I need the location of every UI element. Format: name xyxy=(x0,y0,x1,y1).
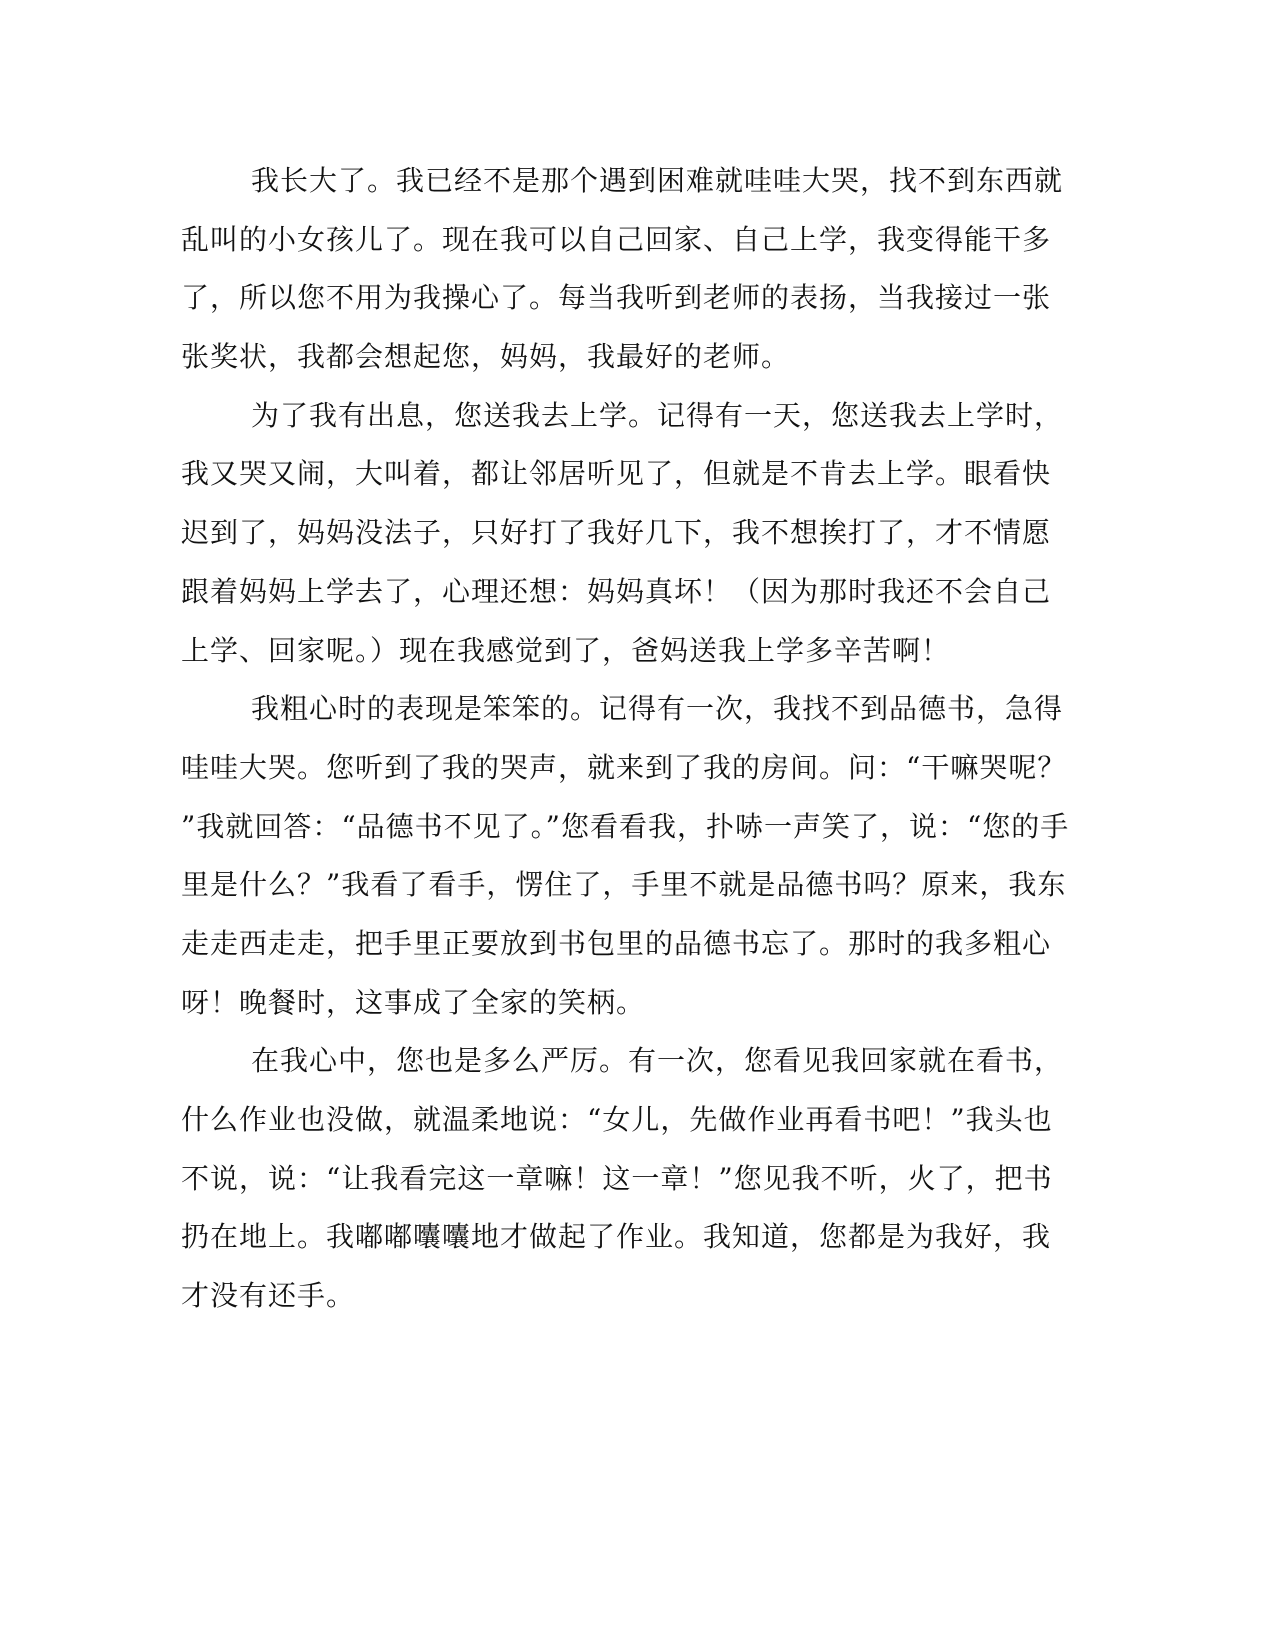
text-line: 我长大了。我已经不是那个遇到困难就哇哇大哭，找不到东西就 xyxy=(251,164,1064,197)
text-line: 迟到了，妈妈没法子，只好打了我好几下，我不想挨打了，才不情愿 xyxy=(181,516,1052,550)
text-line: 哇哇大哭。您听到了我的哭声，就来到了我的房间。问：“干嘛哭呢？ xyxy=(181,750,1067,784)
paragraph-4 xyxy=(181,1032,1101,1325)
text-line: ”我就回答：“品德书不见了。”您看看我，扑哧一声笑了，说：“您的手 xyxy=(181,809,1070,843)
text-line: 跟着妈妈上学去了，心理还想：妈妈真坏！（因为那时我还不会自己 xyxy=(181,574,1052,608)
paragraph-3 xyxy=(181,680,1101,1032)
text-line: 在我心中，您也是多么严厉。有一次，您看见我回家就在看书， xyxy=(251,1044,1064,1078)
text-line: 张奖状，我都会想起您，妈妈，我最好的老师。 xyxy=(181,340,791,374)
paragraph-2 xyxy=(181,387,1101,680)
text-line: 里是什么？”我看了看手，愣住了，手里不就是品德书吗？原来，我东 xyxy=(181,868,1067,902)
text-line: 乱叫的小女孩儿了。现在我可以自己回家、自己上学，我变得能干多 xyxy=(181,222,1052,256)
text-line: 我又哭又闹，大叫着，都让邻居听见了，但就是不肯去上学。眼看快 xyxy=(181,457,1052,491)
essay-body xyxy=(181,152,1101,1326)
paragraph-1 xyxy=(181,152,1101,387)
text-line: 才没有还手。 xyxy=(181,1279,356,1313)
text-line: 我粗心时的表现是笨笨的。记得有一次，我找不到品德书，急得 xyxy=(251,692,1064,726)
text-line: 扔在地上。我嘟嘟囔囔地才做起了作业。我知道，您都是为我好，我 xyxy=(181,1220,1052,1254)
text-line: 上学、回家呢。）现在我感觉到了，爸妈送我上学多辛苦啊！ xyxy=(181,633,951,667)
text-line: 呀！晚餐时，这事成了全家的笑柄。 xyxy=(181,985,646,1019)
text-line: 走走西走走，把手里正要放到书包里的品德书忘了。那时的我多粗心 xyxy=(181,926,1052,960)
text-line: 不说，说：“让我看完这一章嘛！这一章！”您见我不听，火了，把书 xyxy=(181,1161,1053,1195)
text-line: 了，所以您不用为我操心了。每当我听到老师的表扬，当我接过一张 xyxy=(181,281,1052,315)
text-line: 什么作业也没做，就温柔地说：“女儿，先做作业再看书吧！”我头也 xyxy=(181,1103,1053,1136)
text-line: 为了我有出息，您送我去上学。记得有一天，您送我去上学时， xyxy=(251,398,1064,432)
